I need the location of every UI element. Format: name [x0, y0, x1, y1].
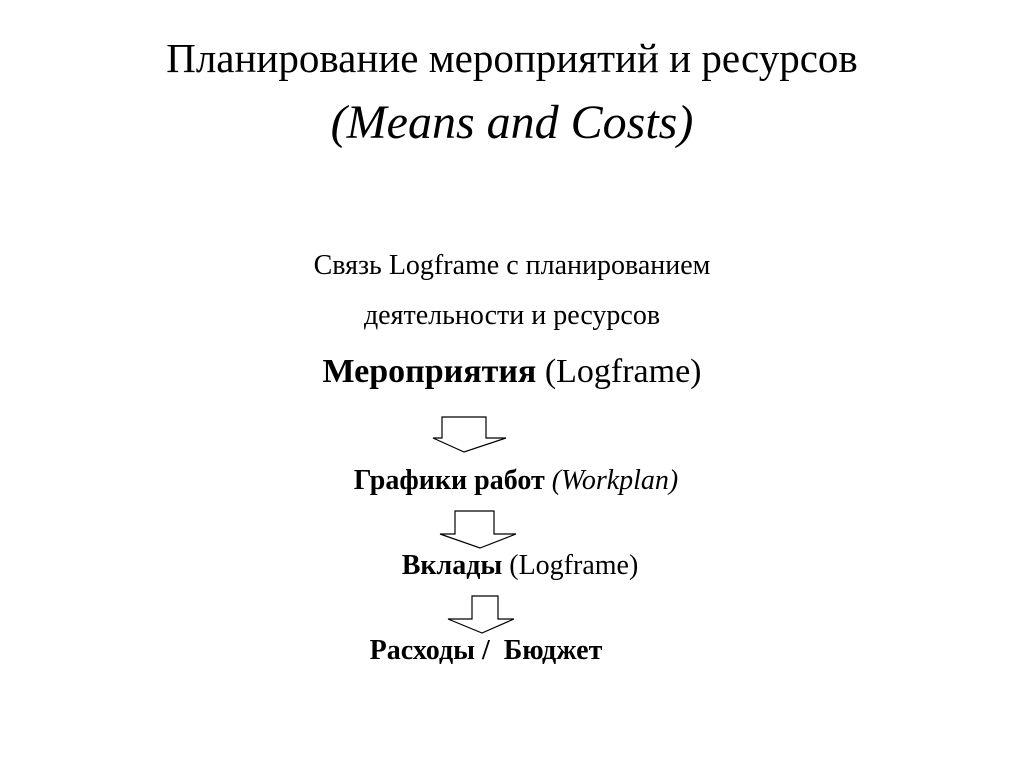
flow-step-activities-label: Мероприятия: [322, 353, 537, 390]
slide-title: Планирование мероприятий и ресурсов: [166, 35, 858, 81]
flow-step-workplan: [4, 463, 1024, 499]
flow-step-activities: [0, 350, 1024, 394]
flow-step-inputs-label: Вклады: [401, 550, 503, 581]
slide-title-english: (Means and Costs): [330, 96, 694, 149]
flow-step-inputs: [8, 548, 1024, 584]
down-arrow-icon: [432, 416, 508, 454]
flow-step-activities-source: (Logframe): [536, 353, 702, 390]
down-arrow-icon: [438, 510, 518, 550]
flow-step-workplan-english: (Workplan): [551, 465, 679, 496]
flow-step-inputs-source: (Logframe): [502, 550, 639, 581]
flow-step-costs-budget: [0, 633, 998, 669]
subtitle-line-1: Связь Logframe с планированием: [313, 250, 711, 281]
subtitle-line-2: деятельности и ресурсов: [363, 300, 661, 331]
flow-step-costs-budget-label: Расходы / Бюджет: [369, 635, 603, 666]
flow-step-workplan-label: Графики работ: [353, 465, 545, 496]
down-arrow-icon: [442, 595, 518, 635]
